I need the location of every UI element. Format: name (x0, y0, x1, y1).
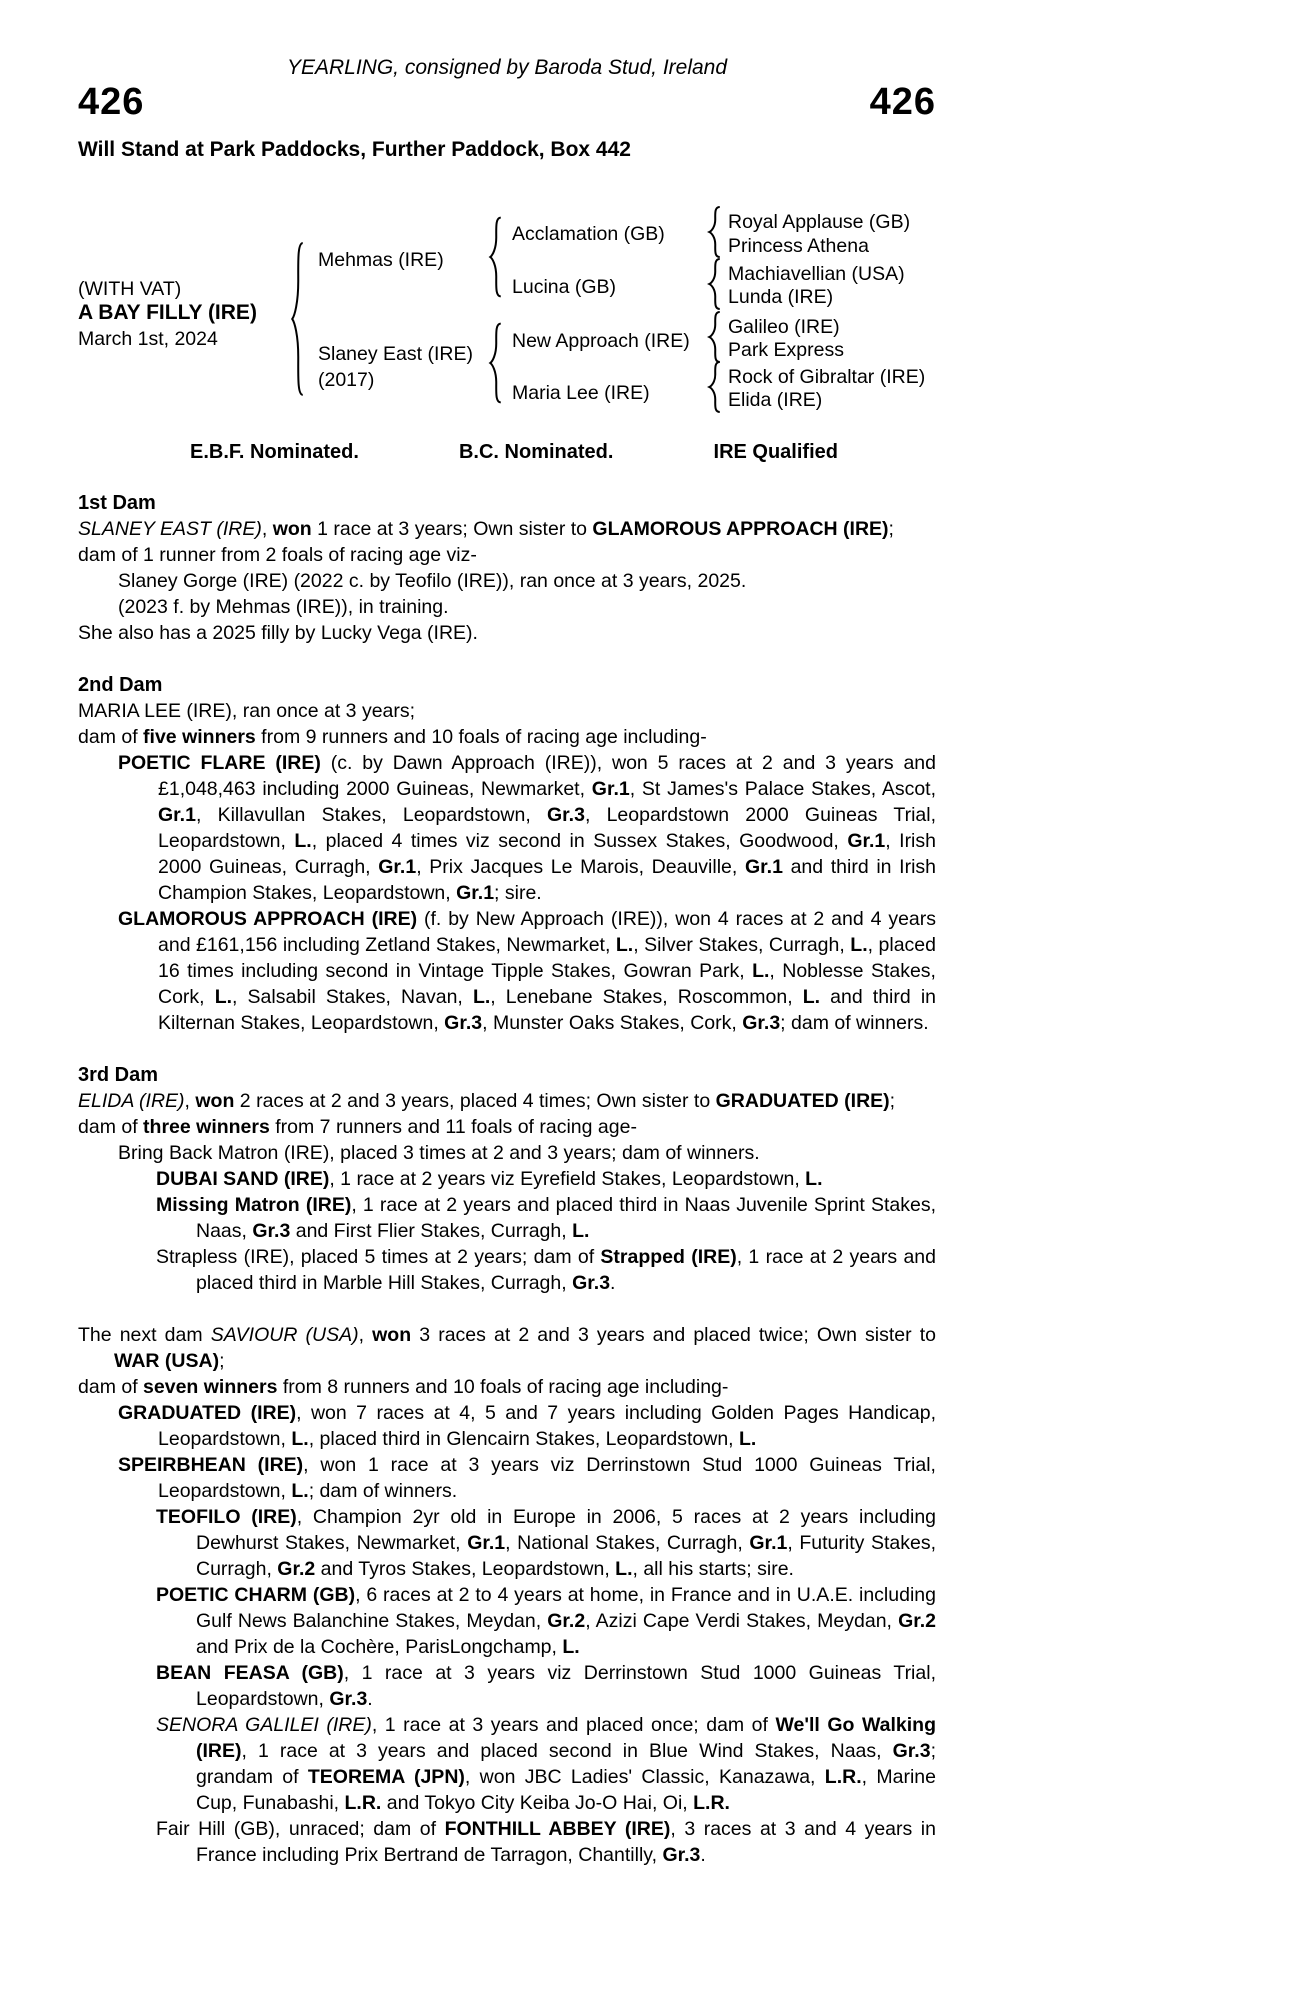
dam-year: (2017) (318, 368, 375, 391)
paragraph: ELIDA (IRE), won 2 races at 2 and 3 years, placed 4 times; Own sister to GRADUATED (IRE); (78, 1089, 896, 1112)
paragraph: dam of five winners from 9 runners and 10 foals of racing age including- (78, 725, 707, 748)
page-content (78, 0, 936, 1868)
paragraph: SLANEY EAST (IRE), won 1 race at 3 years; Own sister to GLAMOROUS APPROACH (IRE); (78, 517, 894, 540)
pedigree-brace (707, 311, 722, 363)
pedigree-ancestor: Acclamation (GB) (512, 222, 665, 245)
paragraph: (2023 f. by Mehmas (IRE)), in training. (118, 595, 449, 618)
pedigree-ancestor: Rock of Gibraltar (IRE) (728, 365, 926, 388)
ire-qualified-label: IRE Qualified (713, 440, 838, 463)
section-3rd-dam (78, 1062, 936, 1296)
paragraph: dam of seven winners from 8 runners and 10 foals of racing age including- (78, 1375, 729, 1398)
paragraph: Missing Matron (IRE), 1 race at 2 years and placed third in Naas Juvenile Sprint Stakes, Naas, Gr.3 and First Flier Stakes, Curragh, L. (156, 1193, 936, 1242)
pedigree-brace (488, 216, 503, 298)
paragraph: dam of 1 runner from 2 foals of racing age viz- (78, 543, 477, 566)
paragraph: The next dam SAVIOUR (USA), won 3 races at 2 and 3 years and placed twice; Own sister to WAR (USA); (78, 1323, 936, 1372)
pedigree-brace (707, 258, 722, 310)
paragraph: POETIC FLARE (IRE) (c. by Dawn Approach (IRE)), won 5 races at 2 and 3 years and £1,048,463 including 2000 Guineas, Newmarket, Gr.1, St James's Palace Stakes, Ascot, Gr.1, Killavullan Stakes, Leopardstown, Gr.3, Leopardstown 2000 Guineas Trial, Leopardstown, L., placed 4 times viz second in Sussex Stakes, Goodwood, Gr.1, Irish 2000 Guineas, Curragh, Gr.1, Prix Jacques Le Marois, Deauville, Gr.1 and third in Irish Champion Stakes, Leopardstown, Gr.1; sire. (118, 751, 937, 904)
paragraph: Slaney Gorge (IRE) (2022 c. by Teofilo (IRE)), ran once at 3 years, 2025. (118, 569, 747, 592)
pedigree-ancestor: Royal Applause (GB) (728, 210, 911, 233)
section-2nd-dam (78, 672, 936, 1036)
foaling-date: March 1st, 2024 (78, 327, 218, 350)
consignor-line: YEARLING, consigned by Baroda Stud, Ireland (286, 56, 728, 79)
dam-name: Slaney East (IRE) (318, 342, 473, 365)
section-next-dam (78, 1322, 936, 1868)
section-1st-dam (78, 490, 936, 646)
paragraph: TEOFILO (IRE), Champion 2yr old in Europe in 2006, 5 races at 2 years including Dewhurst Stakes, Newmarket, Gr.1, National Stakes, Curragh, Gr.1, Futurity Stakes, Curragh, Gr.2 and Tyros Stakes, Leopardstown, L., all his starts; sire. (156, 1505, 937, 1580)
section-heading: 2nd Dam (78, 673, 163, 696)
paragraph: She also has a 2025 filly by Lucky Vega (IRE). (78, 621, 478, 644)
paragraph: Strapless (IRE), placed 5 times at 2 years; dam of Strapped (IRE), 1 race at 2 years and placed third in Marble Hill Stakes, Curragh, Gr.3. (156, 1245, 936, 1294)
lot-number-left: 426 (78, 81, 145, 123)
paragraph: GLAMOROUS APPROACH (IRE) (f. by New Approach (IRE)), won 4 races at 2 and 4 years and £161,156 including Zetland Stakes, Newmarket, L., Silver Stakes, Curragh, L., placed 16 times including second in Vintage Tipple Stakes, Gowran Park, L., Noblesse Stakes, Cork, L., Salsabil Stakes, Navan, L., Lenebane Stakes, Roscommon, L. and third in Kilternan Stakes, Leopardstown, Gr.3, Munster Oaks Stakes, Cork, Gr.3; dam of winners. (118, 907, 937, 1034)
paragraph: POETIC CHARM (GB), 6 races at 2 to 4 years at home, in France and in U.A.E. including Gulf News Balanchine Stakes, Meydan, Gr.2, Azizi Cape Verdi Stakes, Meydan, Gr.2 and Prix de la Cochère, ParisLongchamp, L. (156, 1583, 937, 1658)
nominations-row (78, 441, 936, 464)
paragraph: Bring Back Matron (IRE), placed 3 times at 2 and 3 years; dam of winners. (118, 1141, 760, 1164)
pedigree-brace (707, 361, 722, 413)
bc-nominated-label: B.C. Nominated. (458, 440, 614, 463)
section-heading: 3rd Dam (78, 1063, 159, 1086)
paragraph: dam of three winners from 7 runners and 11 foals of racing age- (78, 1115, 637, 1138)
pedigree-ancestor: Lucina (GB) (512, 275, 617, 298)
paragraph: SENORA GALILEI (IRE), 1 race at 3 years and placed once; dam of We'll Go Walking (IRE), 1 race at 3 years and placed second in Blue Wind Stakes, Naas, Gr.3; grandam of TEOREMA (JPN), won JBC Ladies' Classic, Kanazawa, L.R., Marine Cup, Funabashi, L.R. and Tokyo City Keiba Jo-O Hai, Oi, L.R. (156, 1713, 936, 1814)
sire-name: Mehmas (IRE) (318, 248, 444, 271)
ebf-nominated-label: E.B.F. Nominated. (190, 440, 359, 463)
paragraph: BEAN FEASA (GB), 1 race at 3 years viz Derrinstown Stud 1000 Guineas Trial, Leopardstown, Gr.3. (156, 1661, 936, 1710)
paragraph: DUBAI SAND (IRE), 1 race at 2 years viz Eyrefield Stakes, Leopardstown, L. (156, 1167, 823, 1190)
pedigree-brace (707, 206, 722, 258)
lot-number-right: 426 (869, 81, 936, 123)
paragraph: GRADUATED (IRE), won 7 races at 4, 5 and 7 years including Golden Pages Handicap, Leopardstown, L., placed third in Glencairn Stakes, Leopardstown, L. (118, 1401, 936, 1450)
pedigree-ancestor: Park Express (728, 338, 844, 361)
pedigree-table (78, 204, 936, 419)
paragraph: SPEIRBHEAN (IRE), won 1 race at 3 years viz Derrinstown Stud 1000 Guineas Trial, Leopardstown, L.; dam of winners. (118, 1453, 936, 1502)
pedigree-ancestor: Princess Athena (728, 234, 869, 257)
stand-location-line: Will Stand at Park Paddocks, Further Paddock, Box 442 (78, 137, 631, 161)
with-vat-label: (WITH VAT) (78, 277, 182, 300)
pedigree-ancestor: Machiavellian (USA) (728, 262, 905, 285)
section-heading: 1st Dam (78, 491, 156, 514)
pedigree-ancestor: Maria Lee (IRE) (512, 381, 650, 404)
pedigree-brace (290, 240, 305, 398)
subject-name: A BAY FILLY (IRE) (78, 300, 257, 324)
lot-number-row (78, 82, 936, 124)
pedigree-ancestor: Lunda (IRE) (728, 285, 834, 308)
pedigree-ancestor: Elida (IRE) (728, 388, 823, 411)
pedigree-ancestor: Galileo (IRE) (728, 315, 840, 338)
pedigree-brace (488, 322, 503, 404)
paragraph: MARIA LEE (IRE), ran once at 3 years; (78, 699, 416, 722)
paragraph: Fair Hill (GB), unraced; dam of FONTHILL ABBEY (IRE), 3 races at 3 and 4 years in France including Prix Bertrand de Tarragon, Chantilly, Gr.3. (156, 1817, 936, 1866)
pedigree-ancestor: New Approach (IRE) (512, 329, 690, 352)
